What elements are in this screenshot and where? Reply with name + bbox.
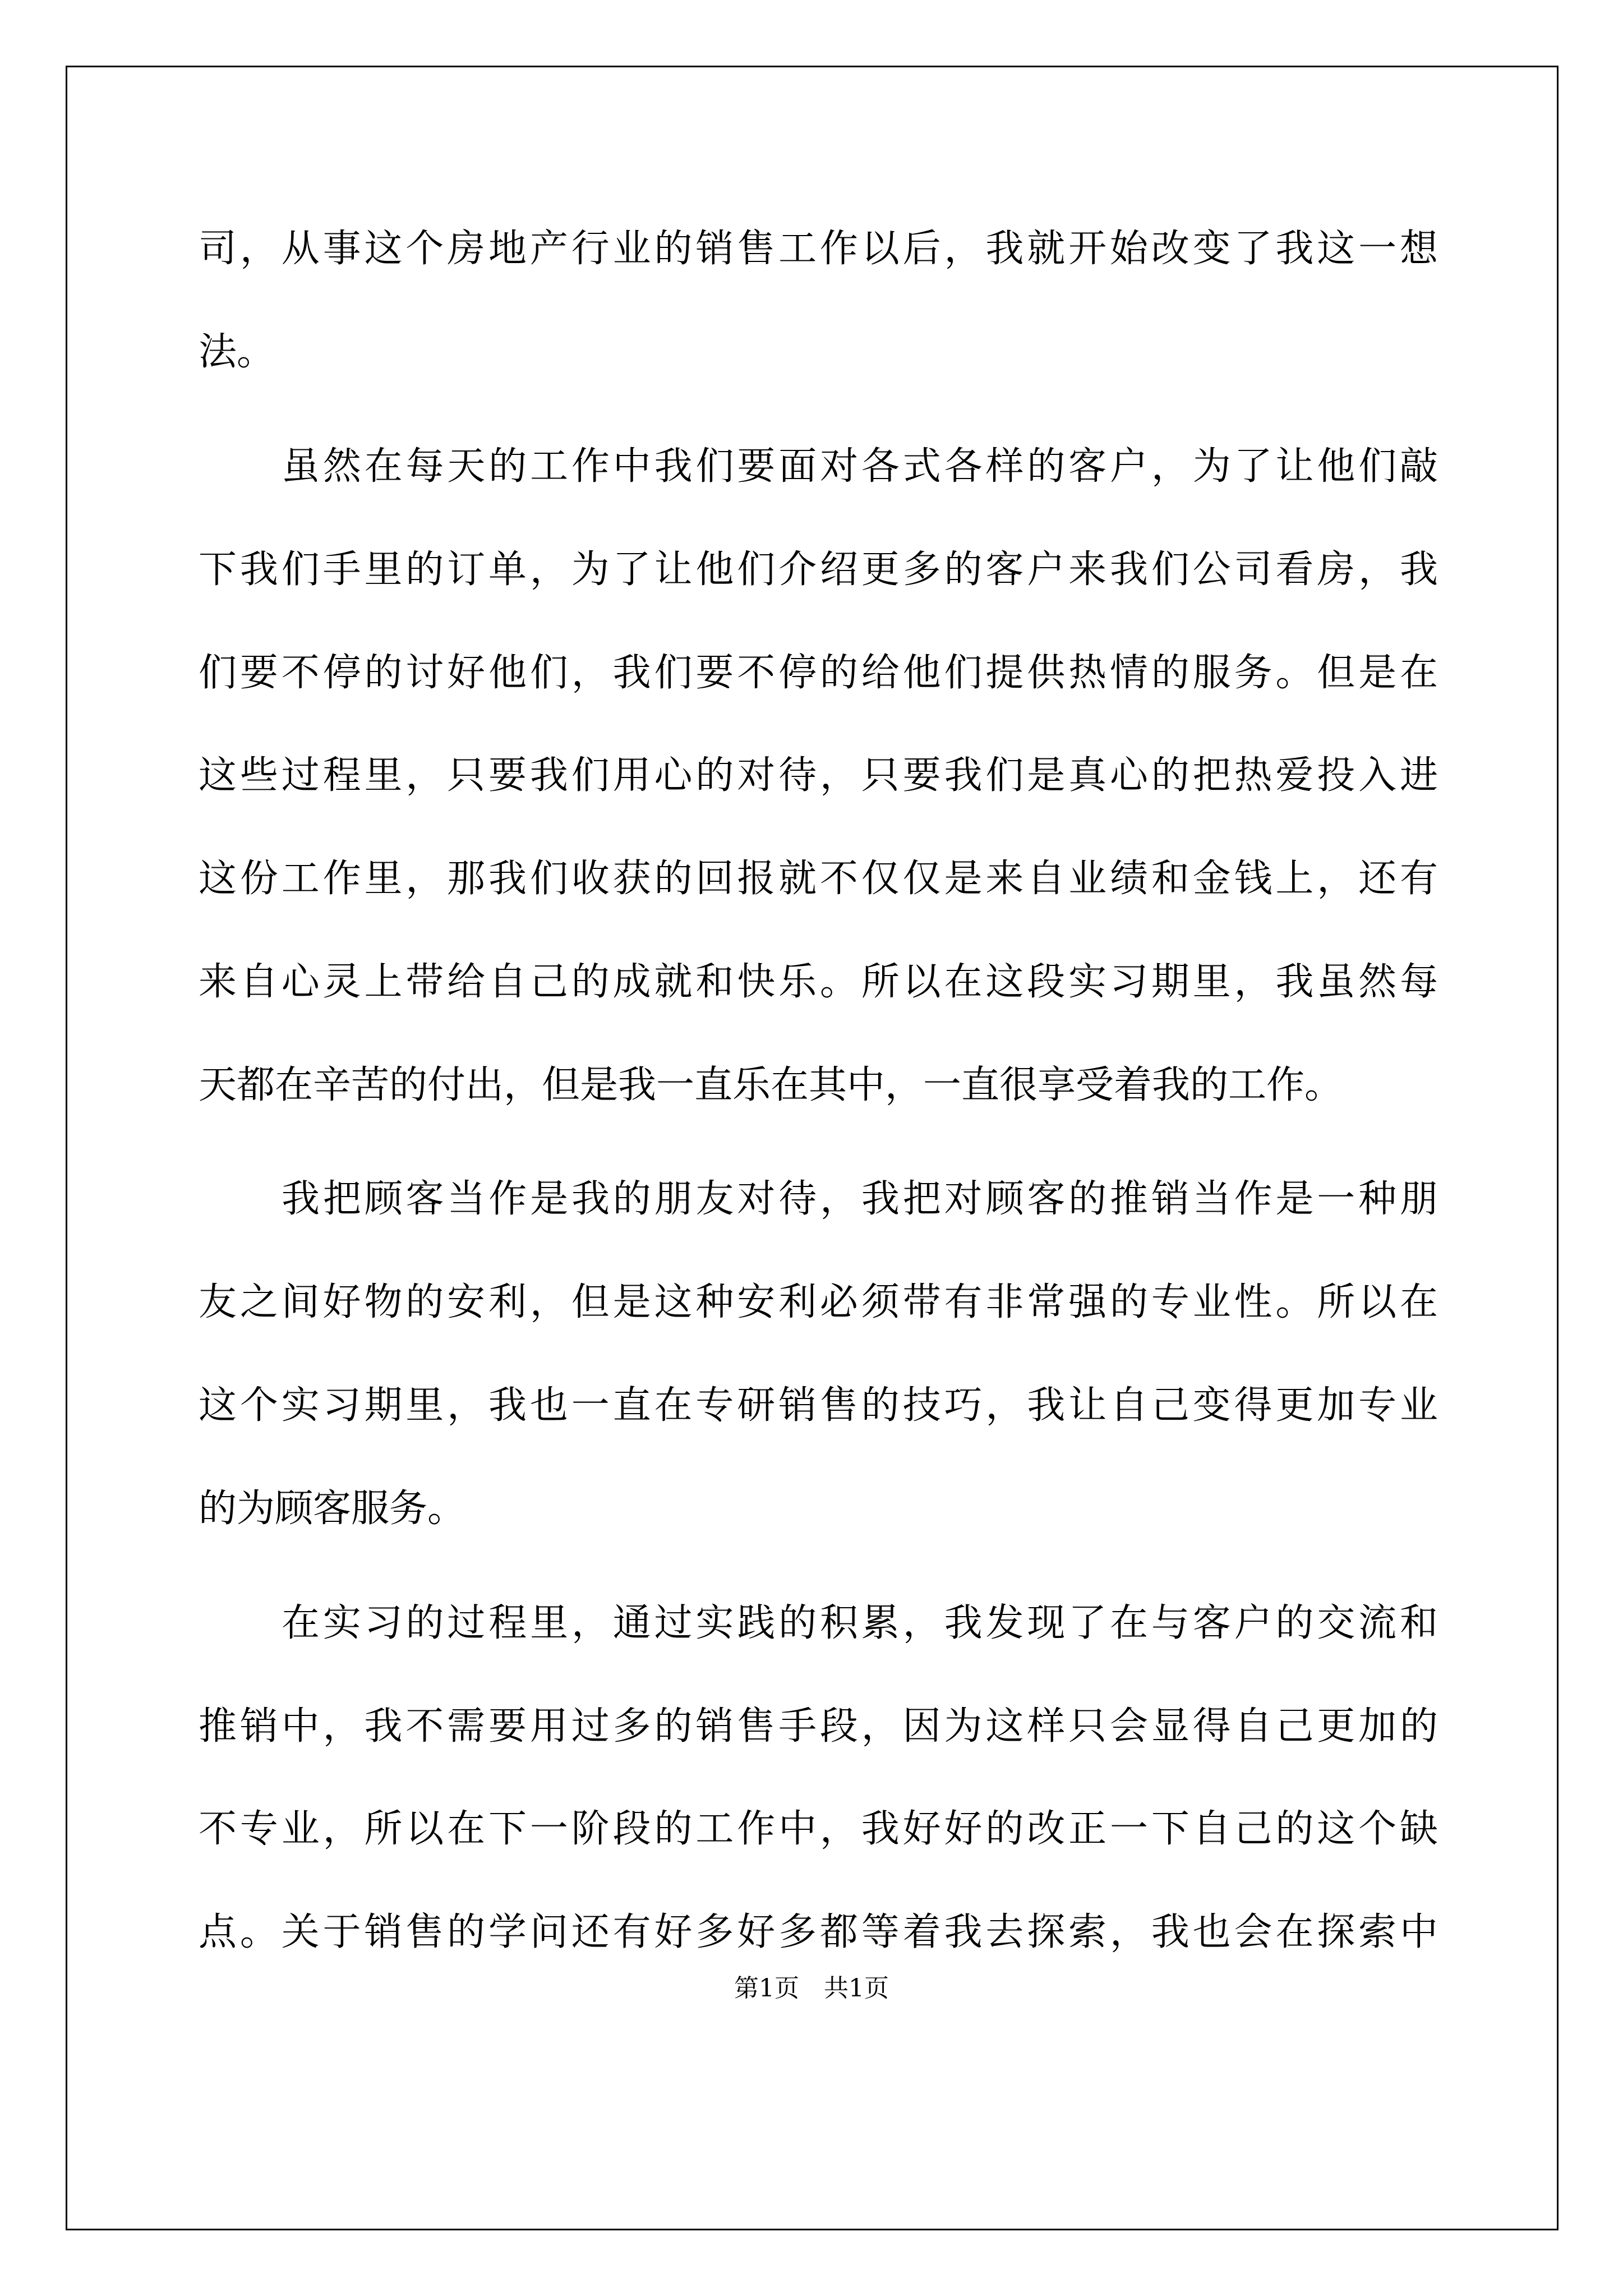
text-line: 的为顾客服务。 (199, 1487, 466, 1531)
text-line: 天都在辛苦的付出，但是我一直乐在其中，一直很享受着我的工作。 (199, 1063, 1343, 1107)
paragraph-first-line: 在实习的过程里，通过实践的积累，我发现了在与客户的交流和 (282, 1601, 1438, 1645)
text-line: 这个实习期里，我也一直在专研销售的技巧，我让自己变得更加专业 (199, 1383, 1438, 1428)
paragraph-first-line: 我把顾客当作是我的朋友对待，我把对顾客的推销当作是一种朋 (282, 1177, 1438, 1221)
text-line: 来自心灵上带给自己的成就和快乐。所以在这段实习期里，我虽然每 (199, 960, 1438, 1004)
text-line: 不专业，所以在下一阶段的工作中，我好好的改正一下自己的这个缺 (199, 1807, 1438, 1851)
text-line: 推销中，我不需要用过多的销售手段，因为这样只会显得自己更加的 (199, 1704, 1438, 1749)
text-line: 友之间好物的安利，但是这种安利必须带有非常强的专业性。所以在 (199, 1280, 1438, 1324)
text-line: 点。关于销售的学问还有好多好多都等着我去探索，我也会在探索中 (199, 1910, 1438, 1954)
text-line: 这份工作里，那我们收获的回报就不仅仅是来自业绩和金钱上，还有 (199, 857, 1438, 901)
text-line: 司，从事这个房地产行业的销售工作以后，我就开始改变了我这一想 (199, 227, 1438, 271)
paragraph-first-line: 虽然在每天的工作中我们要面对各式各样的客户，为了让他们敲 (282, 444, 1438, 489)
text-line: 们要不停的讨好他们，我们要不停的给他们提供热情的服务。但是在 (199, 651, 1438, 695)
text-line: 这些过程里，只要我们用心的对待，只要我们是真心的把热爱投入进 (199, 753, 1438, 798)
text-line: 法。 (199, 330, 275, 374)
page-footer: 第1页 共1页 (734, 1974, 889, 2003)
text-line: 下我们手里的订单，为了让他们介绍更多的客户来我们公司看房，我 (199, 547, 1438, 592)
